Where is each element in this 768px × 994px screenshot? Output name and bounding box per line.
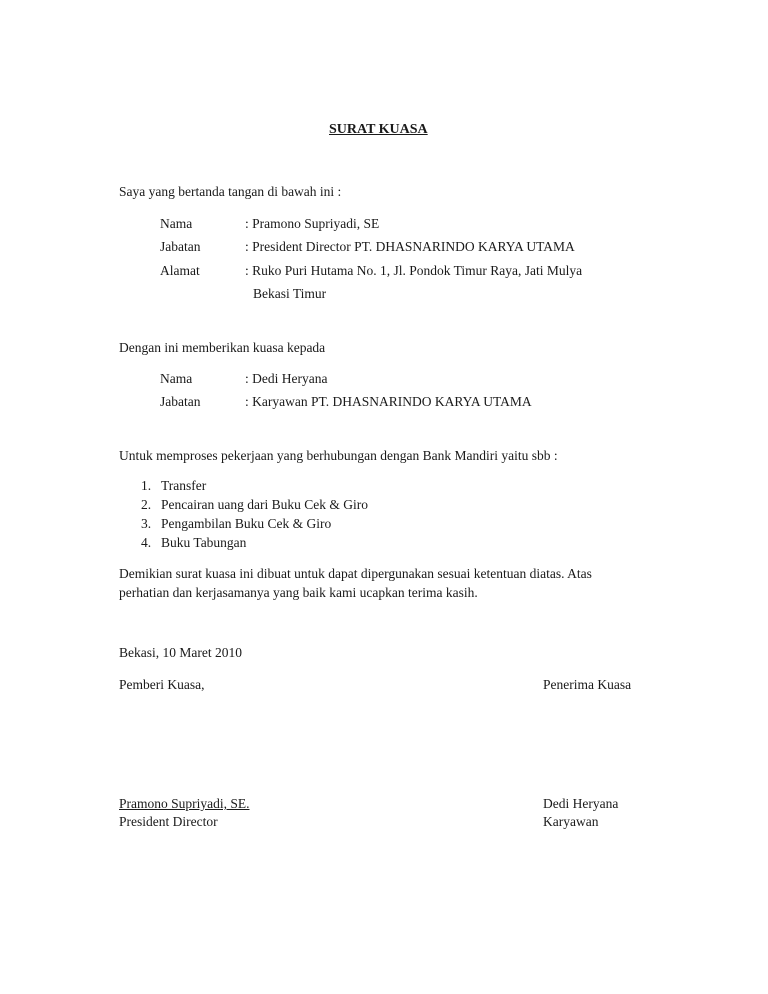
grantor-jabatan-value: : President Director PT. DHASNARINDO KARYA UTAMA [245,239,575,254]
giver-name: Pramono Supriyadi, SE. [119,796,250,811]
receiver-label: Penerima Kuasa [543,677,632,692]
list-item-number: 3. [141,516,152,531]
list-item-number: 1. [141,478,152,493]
list-item: Pencairan uang dari Buku Cek & Giro [161,497,368,512]
grantee-jabatan-label: Jabatan [160,394,201,409]
list-item: Transfer [161,478,207,493]
closing-line-1: Demikian surat kuasa ini dibuat untuk dapat dipergunakan sesuai ketentuan diatas. Atas [119,566,592,581]
giver-label: Pemberi Kuasa, [119,677,205,692]
place-date: Bekasi, 10 Maret 2010 [119,645,242,660]
receiver-title: Karyawan [543,814,599,829]
purpose-text: Untuk memproses pekerjaan yang berhubungan dengan Bank Mandiri yaitu sbb : [119,448,558,463]
grantor-jabatan-label: Jabatan [160,239,201,254]
list-item: Buku Tabungan [161,535,247,550]
grantee-nama-value: : Dedi Heryana [245,371,328,386]
letter-title: SURAT KUASA [329,122,428,137]
grantee-nama-label: Nama [160,371,193,386]
list-item: Pengambilan Buku Cek & Giro [161,516,332,531]
grantor-nama-value: : Pramono Supriyadi, SE [245,216,380,231]
grantor-alamat-label: Alamat [160,263,200,278]
grantee-jabatan-value: : Karyawan PT. DHASNARINDO KARYA UTAMA [245,394,532,409]
grantor-alamat-value-line1: : Ruko Puri Hutama No. 1, Jl. Pondok Timur Raya, Jati Mulya [245,263,583,278]
list-item-number: 2. [141,497,152,512]
intro-text: Saya yang bertanda tangan di bawah ini : [119,184,342,199]
grant-statement: Dengan ini memberikan kuasa kepada [119,340,326,355]
grantor-alamat-value-line2: Bekasi Timur [253,286,327,301]
giver-title: President Director [119,814,218,829]
grantor-nama-label: Nama [160,216,193,231]
list-item-number: 4. [141,535,152,550]
closing-line-2: perhatian dan kerjasamanya yang baik kami ucapkan terima kasih. [119,585,478,600]
receiver-name: Dedi Heryana [543,796,619,811]
